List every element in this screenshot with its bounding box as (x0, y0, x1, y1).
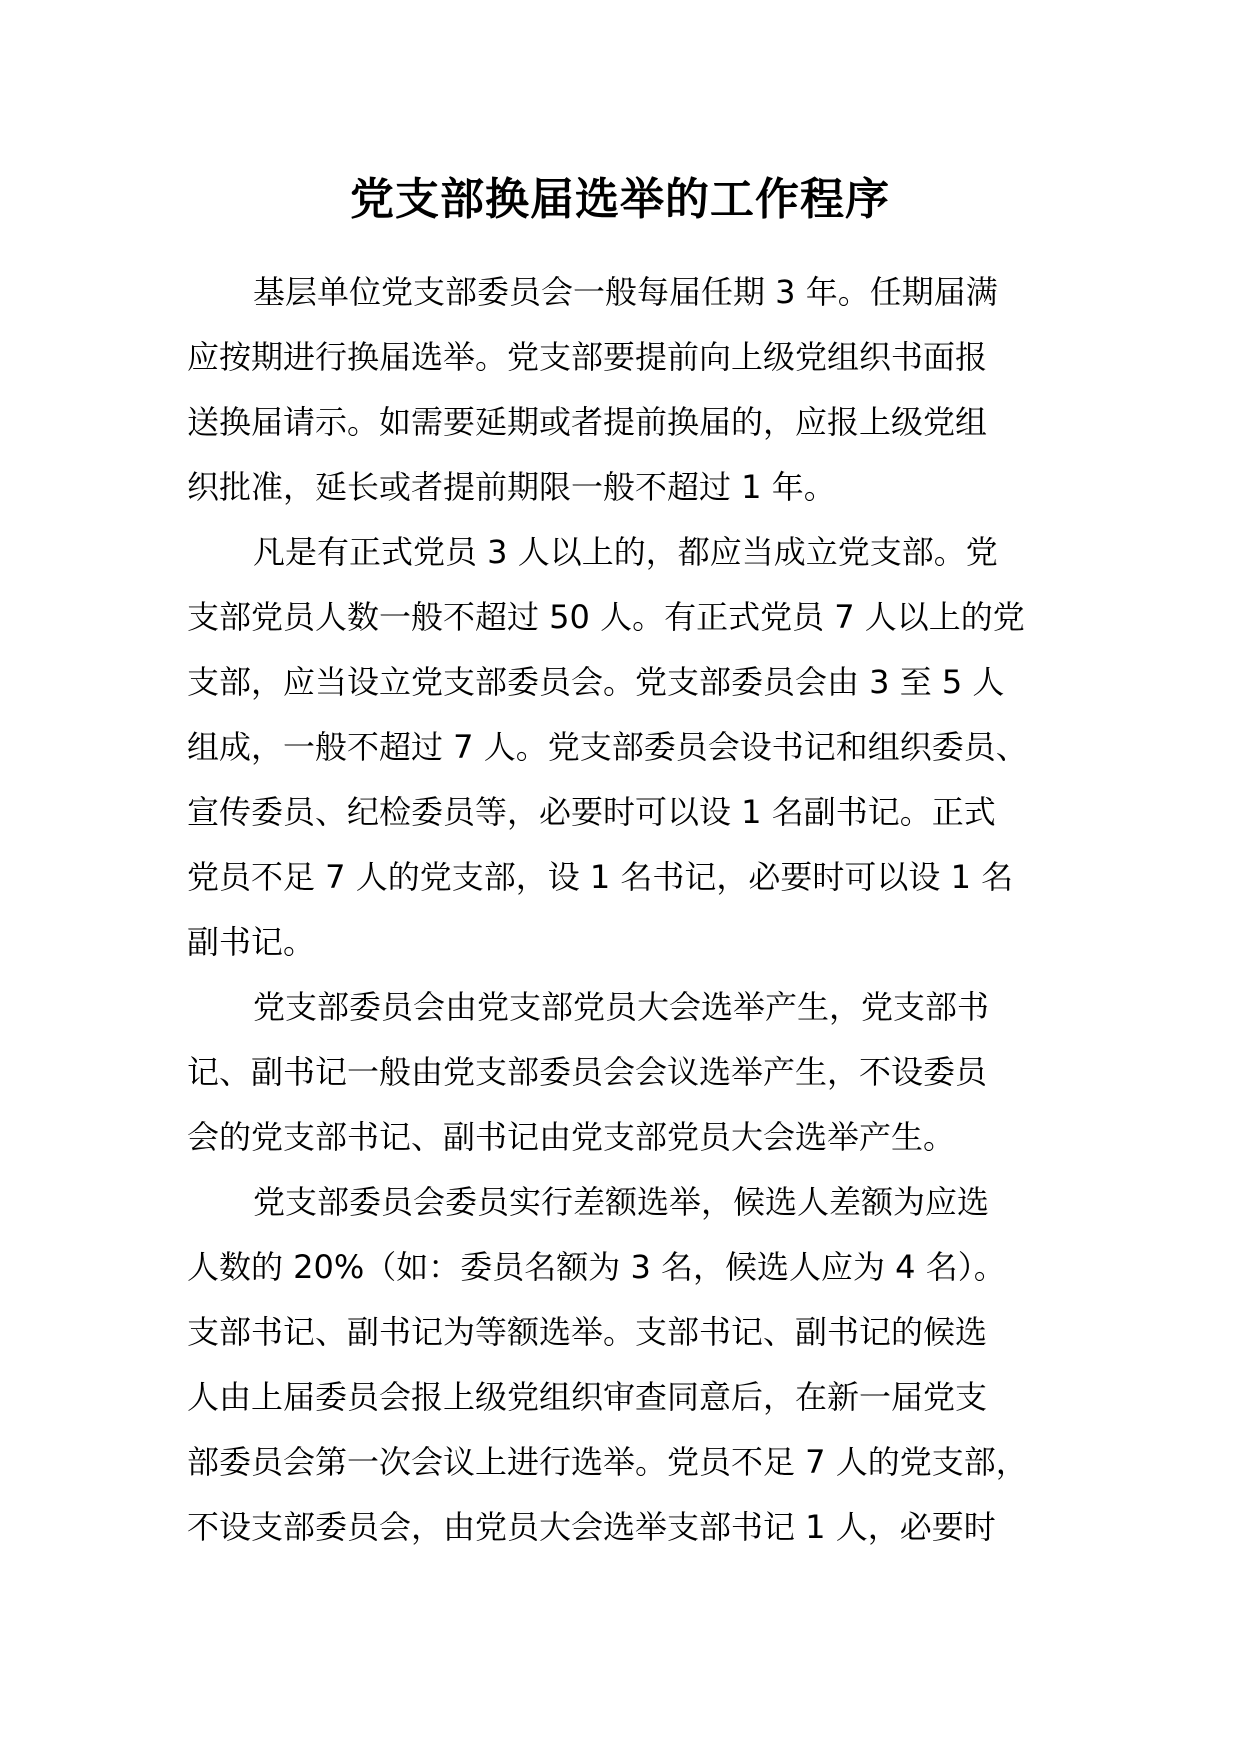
text-line: 人数的 20%（如：委员名额为 3 名，候选人应为 4 名）。 (187, 1248, 1006, 1286)
text-line: 党员不足 7 人的党支部，设 1 名书记，必要时可以设 1 名 (187, 858, 1014, 896)
text-line: 人由上届委员会报上级党组织审查同意后，在新一届党支 (187, 1378, 988, 1416)
text-line: 党支部委员会由党支部党员大会选举产生，党支部书 (253, 988, 990, 1026)
text-line: 会的党支部书记、副书记由党支部党员大会选举产生。 (187, 1118, 956, 1156)
text-line: 支部，应当设立党支部委员会。党支部委员会由 3 至 5 人 (187, 663, 1005, 701)
text-line: 党支部委员会委员实行差额选举，候选人差额为应选 (253, 1183, 990, 1221)
text-line: 支部书记、副书记为等额选举。支部书记、副书记的候选 (187, 1313, 988, 1351)
text-line: 不设支部委员会，由党员大会选举支部书记 1 人，必要时 (187, 1508, 996, 1546)
text-line: 部委员会第一次会议上进行选举。党员不足 7 人的党支部， (187, 1443, 1028, 1481)
text-line: 支部党员人数一般不超过 50 人。有正式党员 7 人以上的党 (187, 598, 1025, 636)
text-line: 送换届请示。如需要延期或者提前换届的，应报上级党组 (187, 403, 988, 441)
document-body (187, 260, 1067, 1560)
text-line: 宣传委员、纪检委员等，必要时可以设 1 名副书记。正式 (187, 793, 996, 831)
document-title: 党支部换届选举的工作程序 (350, 174, 890, 225)
text-line: 应按期进行换届选举。党支部要提前向上级党组织书面报 (187, 338, 988, 376)
text-line: 凡是有正式党员 3 人以上的，都应当成立党支部。党 (253, 533, 998, 571)
text-line: 基层单位党支部委员会一般每届任期 3 年。任期届满 (253, 273, 998, 311)
text-line: 副书记。 (187, 923, 316, 961)
text-line: 记、副书记一般由党支部委员会会议选举产生，不设委员 (187, 1053, 988, 1091)
text-line: 织批准，延长或者提前期限一般不超过 1 年。 (187, 468, 836, 506)
text-line: 组成，一般不超过 7 人。党支部委员会设书记和组织委员、 (187, 728, 1028, 766)
